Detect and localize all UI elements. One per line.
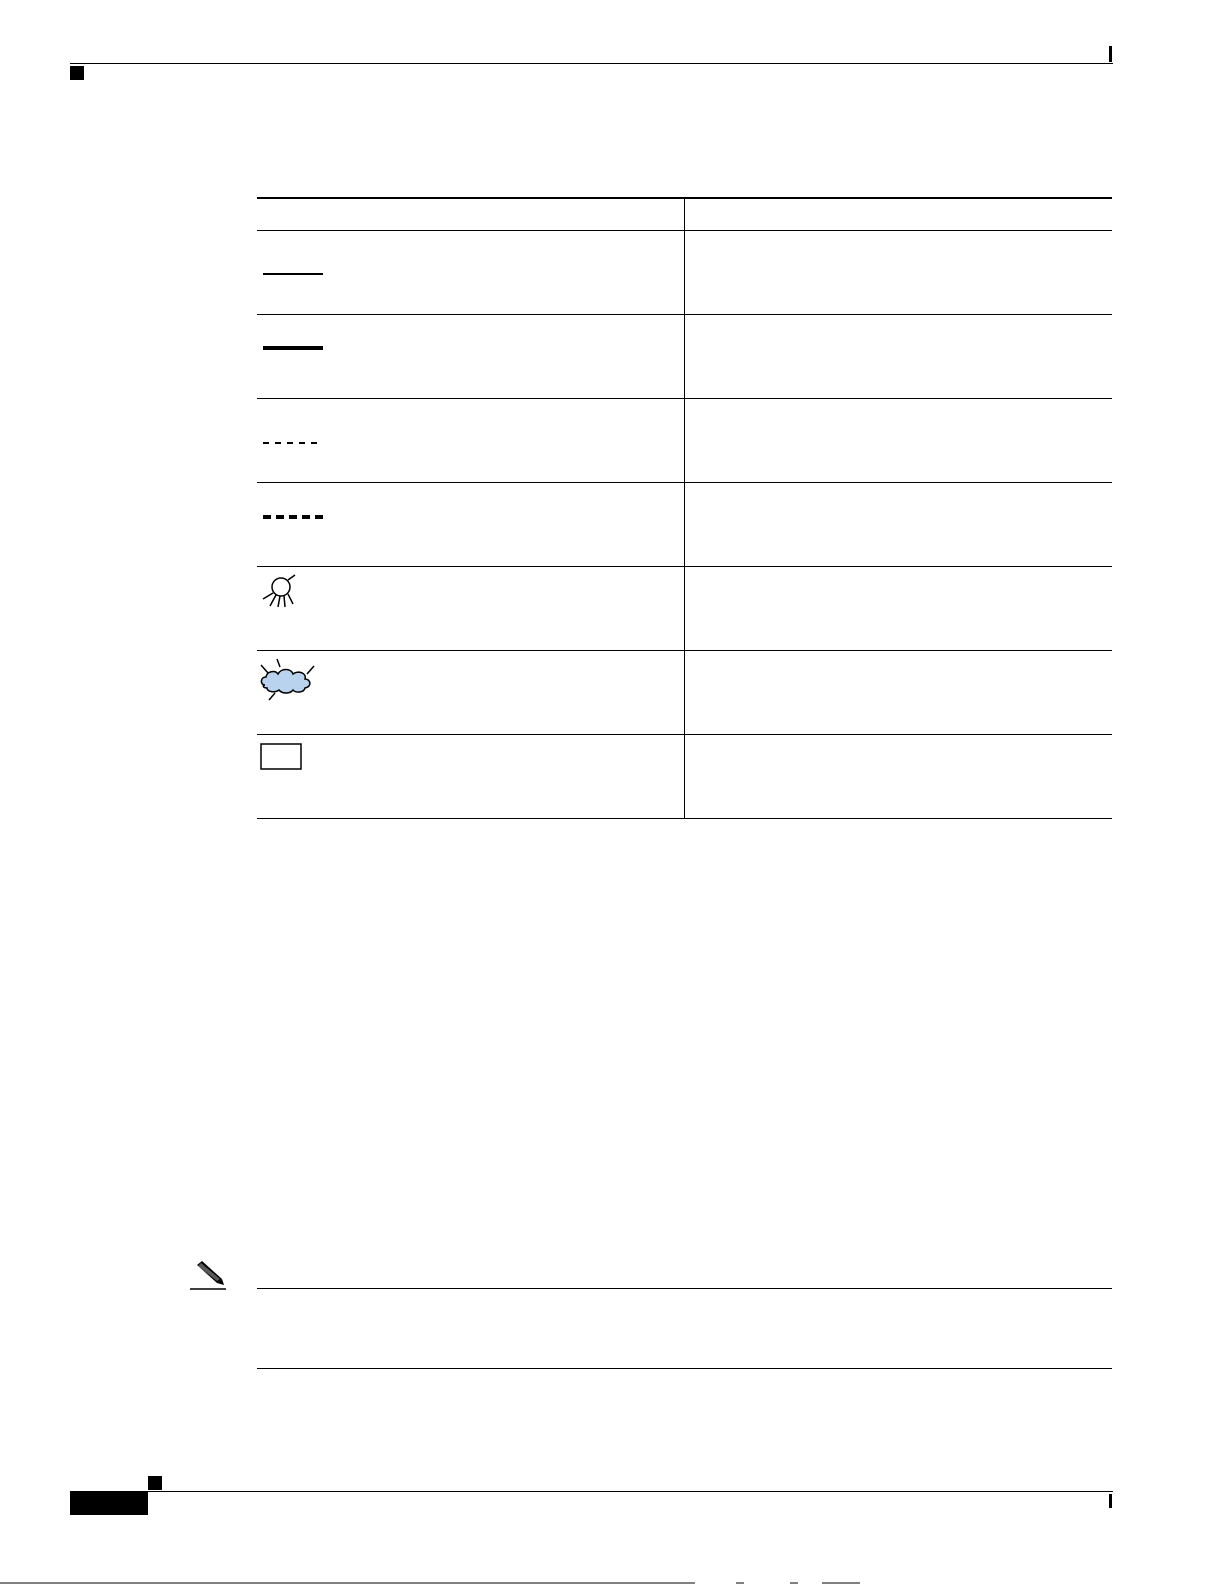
thick-dashed-line-icon [263,512,335,522]
row-divider [257,566,1112,567]
thin-solid-line-icon [263,269,333,279]
pencil-note-icon [190,1261,226,1291]
footer-rule [70,1491,1113,1492]
header-end-tick [1109,46,1112,62]
thin-dashed-line-icon [263,438,333,448]
row-divider [257,650,1112,651]
table-column-divider [684,197,685,819]
footer-end-tick [1109,1494,1112,1508]
thick-solid-line-icon [263,343,333,353]
cloud-burst-icon [257,657,319,707]
footer-edge-marks [0,1564,1223,1585]
header-rule [70,63,1113,64]
row-divider [257,398,1112,399]
note-bottom-rule [257,1368,1112,1369]
row-divider [257,314,1112,315]
rectangle-box-icon [260,743,304,771]
bulb-burst-icon [259,573,303,609]
header-marker-square [70,66,84,80]
row-divider [257,734,1112,735]
footer-marker-square [148,1476,162,1490]
footer-page-block [70,1491,148,1515]
note-top-rule [257,1288,1112,1289]
table-bottom-rule [257,818,1112,819]
row-divider [257,482,1112,483]
